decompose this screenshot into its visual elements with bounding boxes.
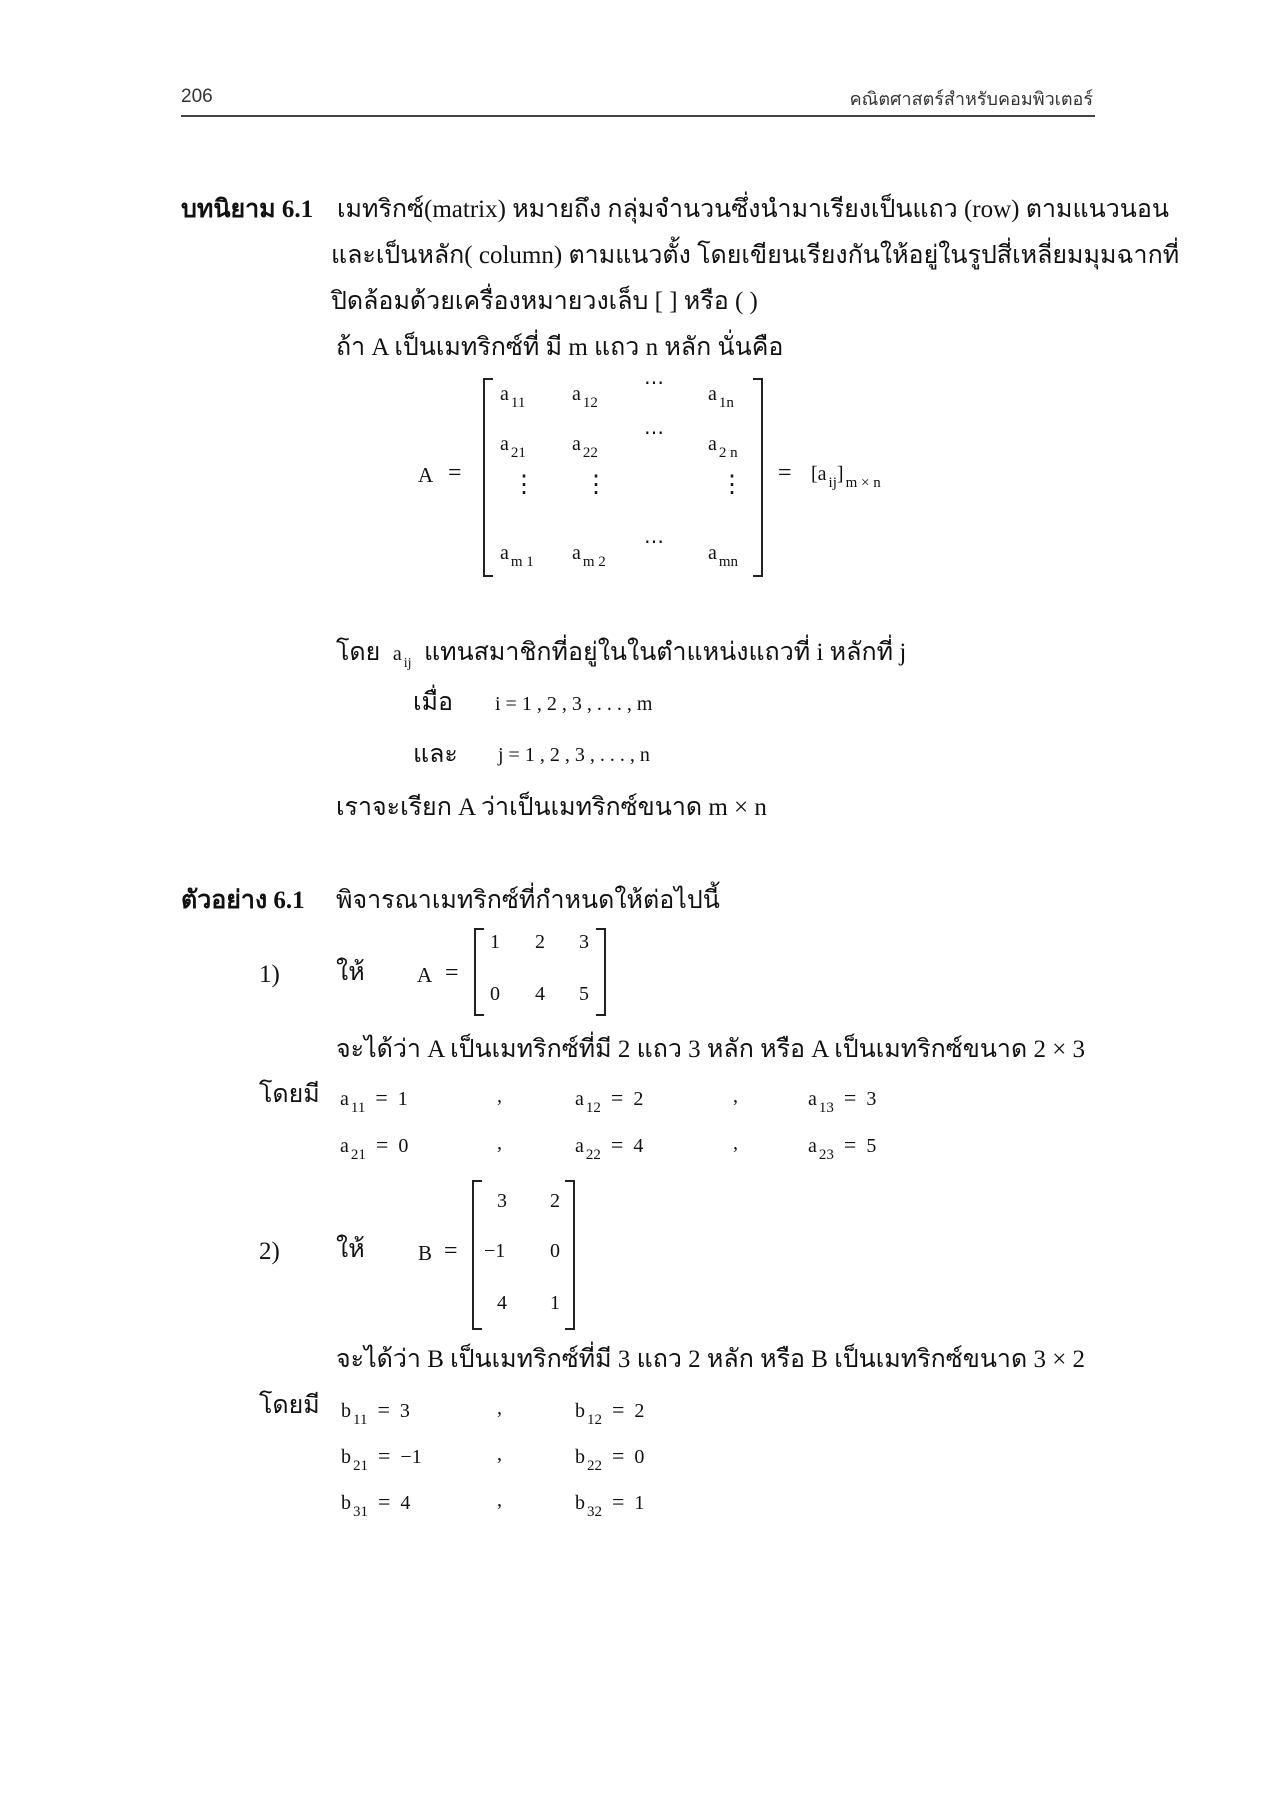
right-bracket — [565, 1180, 575, 1330]
definition-conclusion: เราจะเรียก A ว่าเป็นเมทริกซ์ขนาด m × n — [336, 794, 767, 821]
separator: , — [497, 1397, 502, 1419]
definition-line-4: ถ้า A เป็นเมทริกซ์ที่ มี m แถว n หลัก นั่นคือ — [336, 334, 784, 361]
matrix-cell: a $_{21}$ — [500, 433, 526, 461]
matrix-name: A — [417, 963, 433, 987]
element-entry: b $_{32}$ = 1 — [575, 1489, 645, 1520]
element-entry: b $_{12}$ = 2 — [575, 1397, 645, 1428]
matrix-cell: 1 — [550, 1292, 560, 1314]
matrix-cell: 1 — [490, 931, 500, 953]
separator: , — [497, 1132, 502, 1154]
element-entry: a $_{21}$ = 0 — [340, 1132, 409, 1163]
compact-matrix-notation: [a $_{ij}$] $_{m \times n}$ — [811, 463, 881, 491]
ellipsis: ⋯ — [644, 372, 664, 394]
element-entry: b $_{11}$ = 3 — [341, 1397, 410, 1428]
item-number: 1) — [259, 961, 280, 988]
definition-line-3: ปิดล้อมด้วยเครื่องหมายวงเล็บ [ ] หรือ ( ) — [331, 288, 758, 315]
element-entry: b $_{22}$ = 0 — [575, 1443, 645, 1474]
element-entry: a $_{23}$ = 5 — [808, 1132, 877, 1163]
matrix-cell: a $_{mn}$ — [708, 542, 739, 570]
vertical-ellipsis: ⋮ — [512, 472, 536, 498]
definition-label: บทนิยาม 6.1 — [181, 196, 314, 223]
definition-line-2: และเป็นหลัก( column) ตามแนวตั้ง โดยเขียนเรียงกันให้อยู่ในรูปสี่เหลี่ยมมุมฉากที่ — [331, 242, 1180, 269]
equals-sign: = — [448, 460, 462, 486]
left-bracket — [483, 378, 493, 577]
matrix-name: A — [418, 463, 434, 487]
condition-label-i: เมื่อ — [413, 689, 454, 716]
item-given: ให้ — [336, 1236, 365, 1263]
left-bracket — [472, 1180, 482, 1330]
equals-sign: = — [444, 1238, 458, 1264]
example-intro: พิจารณาเมทริกซ์ที่กำหนดให้ต่อไปนี้ — [336, 887, 720, 914]
running-title: คณิตศาสตร์สำหรับคอมพิวเตอร์ — [849, 89, 1093, 110]
condition-expr-i: i = 1 , 2 , 3 , . . . , m — [495, 693, 653, 715]
matrix-cell: 3 — [579, 931, 589, 953]
element-entry: a $_{12}$ = 2 — [575, 1085, 644, 1116]
condition-expr-j: j = 1 , 2 , 3 , . . . , n — [498, 744, 650, 766]
matrix-cell: 0 — [550, 1240, 560, 1262]
matrix-cell: 5 — [579, 983, 589, 1005]
vertical-ellipsis: ⋮ — [720, 472, 744, 498]
matrix-name: B — [418, 1241, 433, 1265]
matrix-cell: a $_{22}$ — [572, 433, 598, 461]
element-entry: b $_{31}$ = 4 — [341, 1489, 411, 1520]
separator: , — [497, 1085, 502, 1107]
matrix-cell: a $_{m 2}$ — [572, 542, 606, 570]
with-label: โดยมี — [259, 1392, 320, 1419]
matrix-cell: a $_{12}$ — [572, 383, 598, 411]
element-description: โดย a $_{ij}$ แทนสมาชิกที่อยู่ในในตำแหน่งแถวที่ i หลักที่ j — [336, 639, 907, 671]
left-bracket — [474, 928, 484, 1016]
item-description: จะได้ว่า B เป็นเมทริกซ์ที่มี 3 แถว 2 หลัก หรือ B เป็นเมทริกซ์ขนาด 3 × 2 — [336, 1346, 1086, 1373]
matrix-cell: 4 — [535, 983, 545, 1005]
matrix-cell: a $_{11}$ — [500, 383, 526, 411]
matrix-cell: 3 — [497, 1190, 507, 1212]
separator: , — [497, 1489, 502, 1511]
ellipsis: ⋯ — [644, 422, 664, 444]
item-given: ให้ — [336, 959, 365, 986]
right-bracket — [753, 378, 763, 577]
separator: , — [733, 1132, 738, 1154]
equals-sign: = — [778, 460, 792, 486]
condition-label-j: และ — [413, 741, 458, 768]
matrix-cell: a $_{2 n}$ — [708, 433, 738, 461]
with-label: โดยมี — [259, 1081, 320, 1108]
right-bracket — [596, 928, 606, 1016]
matrix-cell: a $_{1n}$ — [708, 383, 734, 411]
ellipsis: ⋯ — [644, 531, 664, 553]
item-number: 2) — [259, 1238, 280, 1265]
element-entry: a $_{22}$ = 4 — [575, 1132, 644, 1163]
matrix-cell: 0 — [490, 983, 500, 1005]
example-label: ตัวอย่าง 6.1 — [181, 887, 305, 914]
matrix-cell: 4 — [497, 1292, 507, 1314]
element-entry: b $_{21}$ = −1 — [341, 1443, 422, 1474]
matrix-cell: 2 — [550, 1190, 560, 1212]
matrix-cell: −1 — [484, 1240, 506, 1262]
separator: , — [497, 1443, 502, 1465]
page-number: 206 — [181, 86, 213, 107]
equals-sign: = — [445, 960, 459, 986]
item-description: จะได้ว่า A เป็นเมทริกซ์ที่มี 2 แถว 3 หลัก หรือ A เป็นเมทริกซ์ขนาด 2 × 3 — [336, 1036, 1086, 1063]
element-entry: a $_{13}$ = 3 — [808, 1085, 877, 1116]
vertical-ellipsis: ⋮ — [584, 472, 608, 498]
header-rule — [181, 115, 1095, 117]
definition-line-1: เมทริกซ์(matrix) หมายถึง กลุ่มจำนวนซึ่งนำมาเรียงเป็นแถว (row) ตามแนวนอน — [337, 196, 1169, 223]
matrix-cell: 2 — [535, 931, 545, 953]
separator: , — [733, 1085, 738, 1107]
matrix-cell: a $_{m 1}$ — [500, 542, 534, 570]
element-entry: a $_{11}$ = 1 — [340, 1085, 408, 1116]
